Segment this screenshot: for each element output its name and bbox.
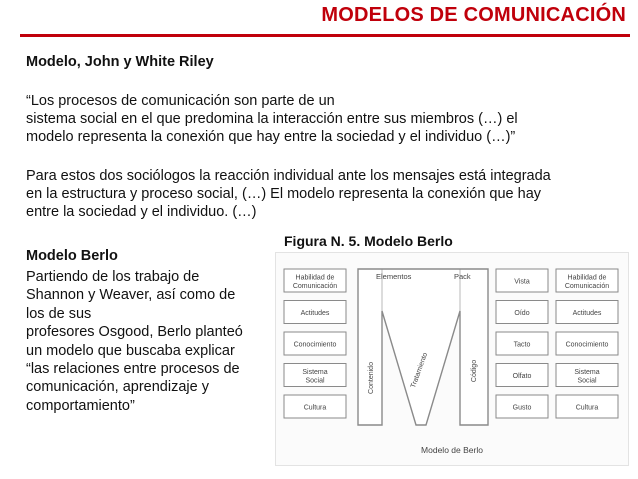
diagram-box-label: Tacto bbox=[513, 341, 531, 349]
description-line: Partiendo de los trabajo de bbox=[26, 269, 200, 285]
description-line: comportamiento” bbox=[26, 397, 135, 414]
quote-line: modelo representa la conexión que hay entre la sociedad y el individuo (…)” bbox=[26, 129, 516, 146]
description-line: los de sus bbox=[26, 305, 92, 322]
quote-line: “Los procesos de comunicación son parte de un bbox=[26, 93, 335, 109]
paragraph-line: Para estos dos sociólogos la reacción individual ante los mensajes está integrada bbox=[26, 168, 551, 184]
left-column-boxes bbox=[284, 269, 346, 418]
diagram-box bbox=[556, 395, 618, 418]
right-inner-boxes bbox=[496, 269, 548, 418]
diagram-box-label: Olfato bbox=[512, 373, 532, 380]
description-line: comunicación, aprendizaje y bbox=[26, 379, 209, 396]
diagram-box-label: Comunicación bbox=[292, 282, 338, 290]
m-vertical-label: Contenido bbox=[368, 362, 375, 394]
diagram-box bbox=[496, 332, 548, 355]
m-vertical-label: Tratamiento bbox=[409, 351, 430, 390]
description-line: “las relaciones entre procesos de bbox=[26, 361, 240, 378]
paragraph-line: en la estructura y proceso social, (…) El modelo representa la conexión que hay bbox=[26, 186, 542, 203]
diagram-box-label: Cultura bbox=[303, 404, 327, 412]
diagram-box-label: Social bbox=[577, 377, 597, 385]
diagram-box-label: Actitudes bbox=[572, 310, 602, 317]
m-letter-outline bbox=[358, 269, 488, 425]
diagram-box-label: Cultura bbox=[575, 404, 599, 412]
berlo-description bbox=[26, 268, 266, 415]
diagram-box bbox=[556, 301, 618, 324]
diagram-box-label: Sistema bbox=[302, 368, 328, 376]
berlo-diagram bbox=[276, 253, 628, 465]
diagram-box-label: Gusto bbox=[512, 404, 532, 412]
diagram-box bbox=[284, 301, 346, 324]
paragraph-line: entre la sociedad y el individuo. (…) bbox=[26, 204, 257, 221]
diagram-box bbox=[284, 269, 346, 292]
m-top-label: Elementos bbox=[376, 272, 412, 281]
diagram-box bbox=[496, 301, 548, 324]
diagram-box-label: Habilidad de bbox=[295, 274, 335, 282]
diagram-box bbox=[284, 332, 346, 355]
diagram-box-label: Social bbox=[305, 377, 325, 385]
diagram-box-label: Comunicación bbox=[564, 282, 610, 290]
diagram-box bbox=[284, 364, 346, 387]
figure-footer: Modelo de Berlo bbox=[421, 445, 483, 455]
m-shape bbox=[358, 269, 488, 425]
diagram-box-label: Habilidad de bbox=[567, 274, 607, 282]
m-vertical-label: Código bbox=[471, 359, 478, 383]
description-line: un modelo que buscaba explicar bbox=[26, 342, 235, 359]
slide-title: MODELOS DE COMUNICACIÓN bbox=[321, 4, 626, 26]
diagram-box-label: Conocimiento bbox=[293, 341, 337, 349]
section-heading-riley: Modelo, John y White Riley bbox=[26, 54, 214, 70]
section-heading-berlo: Modelo Berlo bbox=[26, 248, 118, 264]
diagram-box-label: Sistema bbox=[574, 368, 600, 376]
diagram-box bbox=[556, 364, 618, 387]
diagram-box-label: Oído bbox=[514, 310, 530, 317]
diagram-box-label: Conocimiento bbox=[565, 341, 609, 349]
diagram-box bbox=[556, 332, 618, 355]
diagram-box bbox=[284, 395, 346, 418]
diagram-box-label: Vista bbox=[514, 278, 530, 286]
diagram-box bbox=[496, 395, 548, 418]
diagram-box-label: Actitudes bbox=[300, 310, 330, 317]
title-underline bbox=[20, 34, 630, 37]
figure-caption: Figura N. 5. Modelo Berlo bbox=[284, 233, 453, 249]
quote-line: sistema social en el que predomina la interacción entre sus miembros (…) el bbox=[26, 111, 518, 128]
riley-quote bbox=[26, 92, 518, 147]
diagram-box bbox=[556, 269, 618, 292]
berlo-model-figure bbox=[275, 252, 629, 466]
riley-paragraph bbox=[26, 167, 551, 222]
description-line: Shannon y Weaver, así como de bbox=[26, 287, 236, 304]
description-line: profesores Osgood, Berlo planteó bbox=[26, 324, 243, 341]
diagram-box bbox=[496, 364, 548, 387]
m-top-label: Pack bbox=[454, 272, 471, 281]
diagram-box bbox=[496, 269, 548, 292]
right-outer-boxes bbox=[556, 269, 618, 418]
